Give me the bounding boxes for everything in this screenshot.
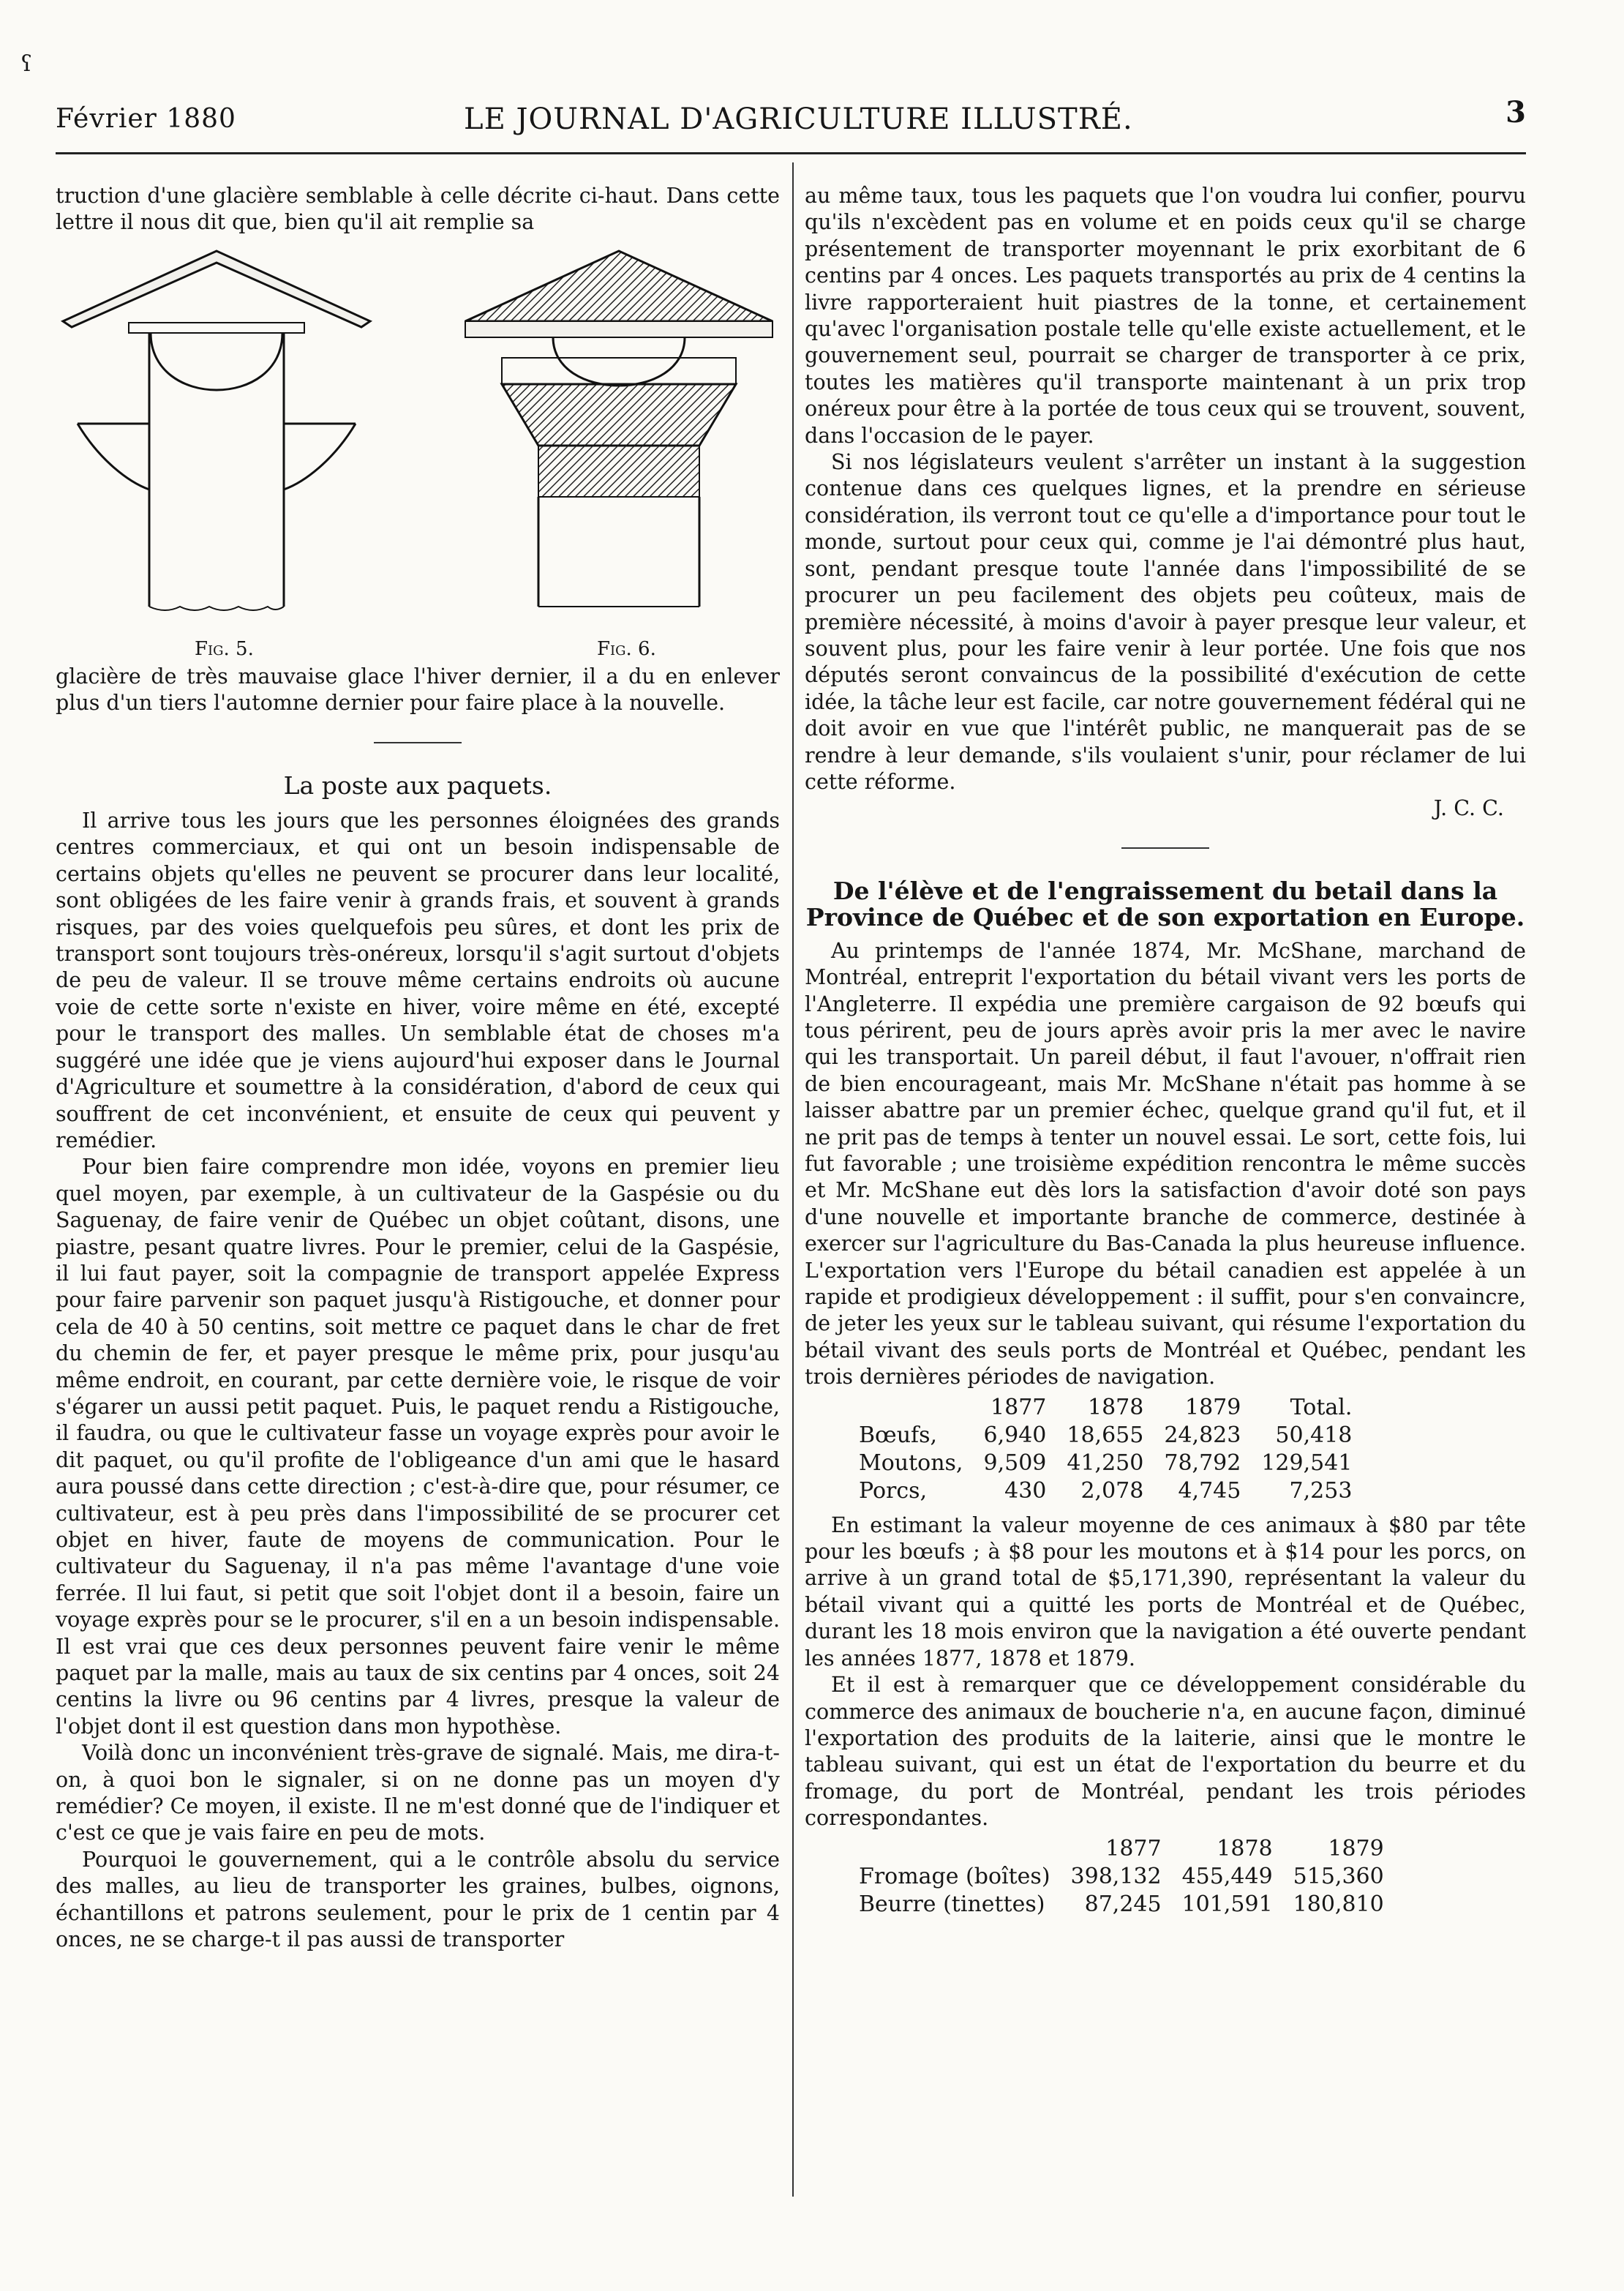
header-date: Février 1880 [56,104,236,134]
right-paragraph-3: Au printemps de l'année 1874, Mr. McShane, marchand de Montréal, entreprit l'exportation du bétail vivant vers les ports de l'Angleterre. Il expédia une première cargaison de 92 bœufs qui tous périrent, peu de jours après avoir pris la mer avec le navire qui les transportait. Un pareil début, il faut l'avouer, n'offrait rien de bien encourageant, mais Mr. McShane n'était pas homme à se laisser abattre par un premier échec, quelque grand qu'il fut, et il ne prit pas de temps à tenter un nouvel essai. Le sort, cette fois, lui fut favorable ; une troisième expédition rencontra le même succès et Mr. McShane eut dès lors la satisfaction d'avoir doté son pays d'une nouvelle et importante branche de commerce, destinée à exercer sur l'agriculture du Bas-Canada la plus heureuse influence. L'exportation vers l'Europe du bétail canadien est appelée à un rapide et prodigieux développement : il suffit, pour s'en convaincre, de jeter les yeux sur le tableau suivant, qui résume l'exportation du bétail vivant des seuls ports de Montréal et Québec, pendant les trois dernières périodes de navigation. [805,938,1526,1390]
right-paragraph-2: Si nos législateurs veulent s'arrêter un instant à la suggestion contenue dans ces quelques lignes, et la prendre en sérieuse considération, ils verront tout ce qu'elle a d'importance pour tout le monde, surtout pour ceux qui, comme je l'ai démontré plus haut, sont, pendant presque toute l'année dans l'impossibilité de se procurer un peu facilement des objets peu coûteux, mais de première nécessité, à moins d'avoir à payer presque leur valeur, et souvent plus, pour les faire venir à leur portée. Une fois que nos députés seront convaincus de la possibilité d'exécution de cette idée, la tâche leur est facile, car notre gouvernement fédéral qui ne doit avoir en vue que l'intérêt public, ne manquerait pas de se rendre à leur demande, s'ils voulaient s'unir, pour réclamer de lui cette réforme. [805,450,1526,794]
table-cell: 18,655 [1067,1422,1144,1448]
table-cell: 7,253 [1289,1477,1353,1504]
table-cell: 398,132 [1070,1863,1162,1889]
figure-6-caption: Fig. 6. [597,637,656,660]
section-separator-right [1121,847,1209,849]
table-cell: 24,823 [1164,1422,1241,1448]
table-cell: 50,418 [1275,1422,1353,1448]
table-cell: 101,591 [1181,1891,1273,1917]
left-paragraph-3: Il arrive tous les jours que les personnes éloignées des grands centres commerciaux, et qui ont un besoin indispensable de certains objets qu'elles ne peuvent se procurer dans leur localité, sont obligées de les faire venir à grands frais, et souvent à grands risques, par des voies quelquefois peu sûres, et dont les prix de transport sont toujours très-onéreux, lorsqu'il s'agit surtout d'objets de peu de valeur. Il se trouve même certains endroits où aucune voie de cette sorte n'existe en hiver, voire même en été, excepté pour le transport des malles. Un semblable état de choses m'a suggéré une idée que je viens aujourd'hui exposer dans le Journal d'Agriculture et soumettre à la considération, d'abord de ceux qui souffrent de cet inconvénient, et ensuite de ceux qui peuvent y remédier. [56,809,780,1152]
right-paragraph-1: au même taux, tous les paquets que l'on voudra lui confier, pourvu qu'ils n'excèdent pas en volume et en poids ceux qu'il se charge présentement de transporter moyennant le prix exorbitant de 6 centins par 4 onces. Les paquets transportés au prix de 4 centins la livre rapporteraient huit piastres de la tonne, et certainement qu'avec l'organisation postale telle qu'elle existe actuellement, et le gouvernement seul, pourrait se charger de transporter à ce prix, toutes les matières qu'il transporte maintenant à un prix trop onéreux pour être à la portée de tous ceux qui se trouvent, souvent, dans l'occasion de le payer. [805,184,1526,448]
figure-5-caption: Fig. 5. [195,637,254,660]
table-cell: Fromage (boîtes) [859,1863,1050,1889]
table-cell: 129,541 [1261,1450,1353,1476]
table-cell: 515,360 [1293,1863,1384,1889]
table-cell: 180,810 [1293,1891,1384,1917]
livestock-table [849,1394,1362,1505]
figure-6-drawing [458,241,780,629]
right-paragraph-5: Et il est à remarquer que ce développement considérable du commerce des animaux de boucherie n'a, en aucune façon, diminué l'exportation des produits de la laiterie, ainsi que le montre le tableau suivant, qui est un état de l'exportation du beurre et du fromage, du port de Montréal, pendant les trois périodes correspondantes. [805,1673,1526,1831]
margin-mark: ʕ [20,51,33,77]
table-row [849,1450,1362,1477]
table-cell: Beurre (tinettes) [859,1891,1045,1917]
left-paragraph-1: truction d'une glacière semblable à celle décrite ci-haut. Dans cette lettre il nous dit que, bien qu'il ait remplie sa [56,184,780,235]
table-cell: Bœufs, [859,1422,938,1448]
table-header-row [849,1835,1394,1863]
figure-5-drawing [56,241,377,629]
table-header [849,1394,973,1422]
left-paragraph-4: Pour bien faire comprendre mon idée, voyons en premier lieu quel moyen, par exemple, à un cultivateur de la Gaspésie ou du Saguenay, de faire venir de Québec un objet coûtant, disons, une piastre, pesant quatre livres. Pour le premier, celui de la Gaspésie, il lui faut payer, soit la compagnie de transport appelée Express pour faire parvenir son paquet jusqu'à Ristigouche, et donner pour cela de 40 à 50 centins, soit mettre ce paquet dans le char de fret du chemin de fer, et payer presque le même prix, pour jusqu'au même endroit, en courant, par cette dernière voie, le risque de voir s'égarer un aussi petit paquet. Puis, le paquet rendu a Ristigouche, il faudra, ou que le cultivateur fasse un voyage exprès pour avoir le dit paquet, ou qu'il profite de l'obligeance d'un ami que le hasard aura poussé dans cette direction ; c'est-à-dire que, pour résumer, ce cultivateur, est à peu près dans l'impossibilité de se procurer cet objet en hiver, faute de moyens de communication. Pour le cultivateur du Saguenay, il n'a pas même l'avantage d'une voie ferrée. Il lui faut, si petit que soit l'objet dont il a besoin, faire un voyage exprès pour se le procurer, s'il en a un besoin indispensable. Il est vrai que ces deux personnes peuvent faire venir le même paquet par la malle, mais au taux de six centins par 4 onces, soit 24 centins la livre ou 96 centins par 4 livres, presque la valeur de l'objet dont il est question dans mon hypothèse. [56,1155,780,1739]
column-divider [792,162,794,2197]
table-header: 1877 [990,1394,1047,1420]
article-title-poste: La poste aux paquets. [283,770,552,800]
table-cell: 9,509 [983,1450,1047,1476]
table-header: 1878 [1217,1835,1273,1861]
header-rule [56,152,1526,154]
journal-title: LE JOURNAL D'AGRICULTURE ILLUSTRÉ. [464,102,1133,136]
table-cell: 6,940 [983,1422,1047,1448]
article-title-betail: De l'élève et de l'engraissement du betail dans la Province de Québec et de son exportation en Europe. [805,876,1525,931]
right-paragraph-4: En estimant la valeur moyenne de ces animaux à $80 par tête pour les bœufs ; à $8 pour les moutons et à $14 pour les porcs, on arrive à un grand total de $5,171,390, représentant la valeur du bétail vivant qui a quitté les ports de Montréal et de Québec, durant les 18 mois environ que la navigation a été ouverte pendant les années 1877, 1878 et 1879. [805,1512,1526,1671]
table-row [849,1477,1362,1505]
table-cell: Moutons, [859,1450,963,1476]
table-cell: 41,250 [1067,1450,1144,1476]
signature: J. C. C. [1433,796,1504,821]
table-header: 1879 [1328,1835,1384,1861]
table-cell: 78,792 [1164,1450,1241,1476]
table-row [849,1422,1362,1450]
table-row [849,1891,1394,1919]
table-header: 1879 [1184,1394,1241,1420]
figures [56,241,780,658]
left-paragraph-2: glacière de très mauvaise glace l'hiver dernier, il a du en enlever plus d'un tiers l'automne dernier pour faire place à la nouvelle. [56,664,780,716]
left-column [56,183,780,1954]
table-cell: Porcs, [859,1477,928,1504]
section-separator [374,742,462,743]
table-cell: 455,449 [1181,1863,1273,1889]
page-number: 3 [1505,95,1526,130]
table-row [849,1863,1394,1891]
right-column [805,183,1526,1926]
table-cell: 2,078 [1080,1477,1144,1504]
table-header: Total. [1290,1394,1353,1420]
table-cell: 87,245 [1084,1891,1162,1917]
table-cell: 4,745 [1178,1477,1241,1504]
left-paragraph-6: Pourquoi le gouvernement, qui a le contrôle absolu du service des malles, au lieu de transporter les graines, bulbes, oignons, échantillons et patrons seulement, pour le prix de 1 centin par 4 onces, ne se charge-t il pas aussi de transporter [56,1847,780,1952]
table-header: 1877 [1105,1835,1162,1861]
table-header [849,1835,1061,1863]
dairy-table [849,1835,1394,1919]
table-header-row [849,1394,1362,1422]
left-paragraph-5: Voilà donc un inconvénient très-grave de signalé. Mais, me dira-t-on, à quoi bon le signaler, si on ne donne pas un moyen d'y remédier? Ce moyen, il existe. Il ne m'est donné que de l'indiquer et c'est ce que je vais faire en peu de mots. [56,1741,780,1845]
page-header [56,91,1526,142]
table-cell: 430 [1004,1477,1047,1504]
table-header: 1878 [1088,1394,1144,1420]
